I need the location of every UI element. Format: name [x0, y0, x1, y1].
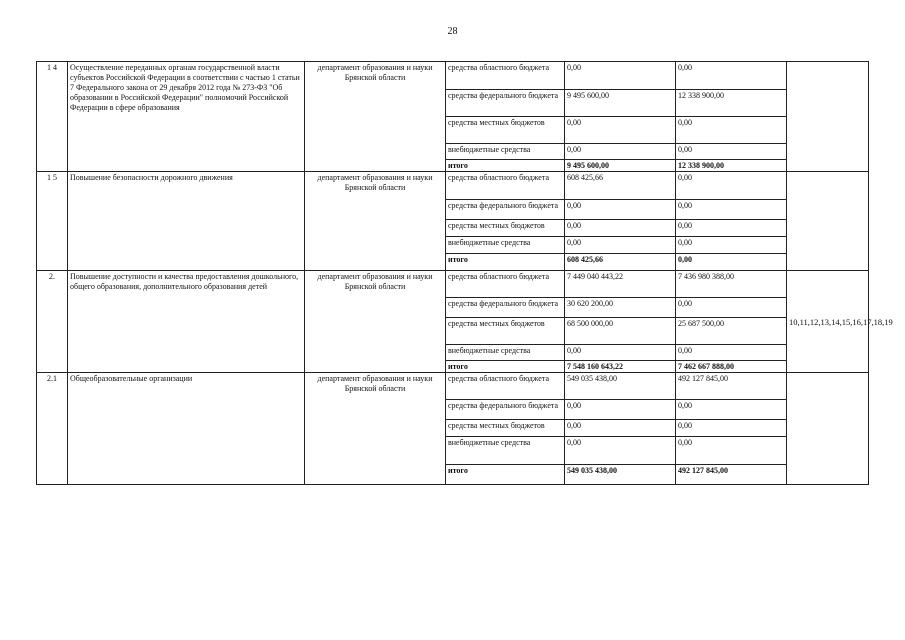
amount-year-1: 549 035 438,00 — [565, 373, 676, 400]
target-indicators — [787, 62, 869, 172]
row-number: 1 4 — [37, 62, 68, 172]
funding-source-label: средства областного бюджета — [446, 62, 565, 90]
amount-year-2: 0,00 — [676, 62, 787, 90]
amount-year-1: 549 035 438,00 — [565, 465, 676, 485]
amount-year-2: 12 338 900,00 — [676, 90, 787, 117]
funding-source-label: средства областного бюджета — [446, 373, 565, 400]
funding-source-label: итого — [446, 160, 565, 172]
amount-year-1: 0,00 — [565, 400, 676, 420]
measure-name: Повышение безопасности дорожного движения — [68, 172, 305, 271]
amount-year-2: 0,00 — [676, 437, 787, 465]
measure-name: Общеобразовательные организации — [68, 373, 305, 485]
funding-source-label: средства федерального бюджета — [446, 400, 565, 420]
amount-year-2: 0,00 — [676, 420, 787, 437]
funding-source-label: средства федерального бюджета — [446, 90, 565, 117]
table-row — [37, 271, 869, 298]
amount-year-2: 25 687 500,00 — [676, 318, 787, 345]
funding-source-label: средства местных бюджетов — [446, 420, 565, 437]
target-indicators — [787, 373, 869, 485]
funding-source-label: средства местных бюджетов — [446, 117, 565, 144]
row-number: 2.1 — [37, 373, 68, 485]
amount-year-1: 9 495 600,00 — [565, 160, 676, 172]
amount-year-1: 608 425,66 — [565, 172, 676, 200]
row-number: 1 5 — [37, 172, 68, 271]
measure-name: Повышение доступности и качества предоставления дошкольного, общего образования, дополнительного образования детей — [68, 271, 305, 373]
amount-year-1: 0,00 — [565, 420, 676, 437]
amount-year-2: 0,00 — [676, 172, 787, 200]
funding-source-label: внебюджетные средства — [446, 237, 565, 254]
amount-year-1: 0,00 — [565, 144, 676, 160]
amount-year-1: 68 500 000,00 — [565, 318, 676, 345]
amount-year-1: 0,00 — [565, 200, 676, 220]
amount-year-2: 492 127 845,00 — [676, 465, 787, 485]
funding-source-label: средства федерального бюджета — [446, 298, 565, 318]
responsible-department: департамент образования и науки Брянской области — [305, 62, 446, 172]
amount-year-2: 0,00 — [676, 345, 787, 361]
funding-source-label: средства местных бюджетов — [446, 220, 565, 237]
amount-year-1: 608 425,66 — [565, 254, 676, 271]
table-row — [37, 373, 869, 400]
amount-year-2: 0,00 — [676, 144, 787, 160]
amount-year-1: 9 495 600,00 — [565, 90, 676, 117]
funding-source-label: внебюджетные средства — [446, 144, 565, 160]
budget-table — [36, 61, 893, 485]
funding-source-label: внебюджетные средства — [446, 345, 565, 361]
amount-year-2: 7 462 667 888,00 — [676, 361, 787, 373]
responsible-department: департамент образования и науки Брянской области — [305, 172, 446, 271]
funding-source-label: внебюджетные средства — [446, 437, 565, 465]
amount-year-1: 0,00 — [565, 62, 676, 90]
table-row — [37, 172, 869, 200]
target-indicators — [787, 172, 869, 271]
funding-source-label: средства местных бюджетов — [446, 318, 565, 345]
funding-source-label: средства федерального бюджета — [446, 200, 565, 220]
page-number: 28 — [447, 26, 458, 37]
amount-year-2: 0,00 — [676, 298, 787, 318]
funding-source-label: средства областного бюджета — [446, 271, 565, 298]
amount-year-2: 0,00 — [676, 254, 787, 271]
amount-year-2: 492 127 845,00 — [676, 373, 787, 400]
funding-source-label: средства областного бюджета — [446, 172, 565, 200]
amount-year-1: 7 548 160 643,22 — [565, 361, 676, 373]
amount-year-2: 0,00 — [676, 237, 787, 254]
amount-year-1: 0,00 — [565, 437, 676, 465]
funding-source-label: итого — [446, 361, 565, 373]
row-number: 2. — [37, 271, 68, 373]
funding-source-label: итого — [446, 254, 565, 271]
amount-year-2: 0,00 — [676, 400, 787, 420]
measure-name: Осуществление переданных органам государственной власти субъектов Российской Федерации в соответствии с частью 1 статьи 7 Федерального закона от 29 декабря 2012 года № 273-ФЗ "Об образовании в Российской Федерации" полномочий Российской Федерации в сфере образования — [68, 62, 305, 172]
responsible-department: департамент образования и науки Брянской области — [305, 373, 446, 485]
amount-year-1: 7 449 040 443,22 — [565, 271, 676, 298]
amount-year-2: 12 338 900,00 — [676, 160, 787, 172]
amount-year-2: 0,00 — [676, 220, 787, 237]
target-indicators: 10,11,12,13,14,15,16,17,18,19 — [787, 271, 869, 373]
responsible-department: департамент образования и науки Брянской области — [305, 271, 446, 373]
amount-year-1: 30 620 200,00 — [565, 298, 676, 318]
amount-year-2: 0,00 — [676, 200, 787, 220]
amount-year-1: 0,00 — [565, 220, 676, 237]
amount-year-2: 0,00 — [676, 117, 787, 144]
amount-year-2: 7 436 980 388,00 — [676, 271, 787, 298]
amount-year-1: 0,00 — [565, 345, 676, 361]
table-row — [37, 62, 869, 90]
funding-source-label: итого — [446, 465, 565, 485]
amount-year-1: 0,00 — [565, 117, 676, 144]
amount-year-1: 0,00 — [565, 237, 676, 254]
